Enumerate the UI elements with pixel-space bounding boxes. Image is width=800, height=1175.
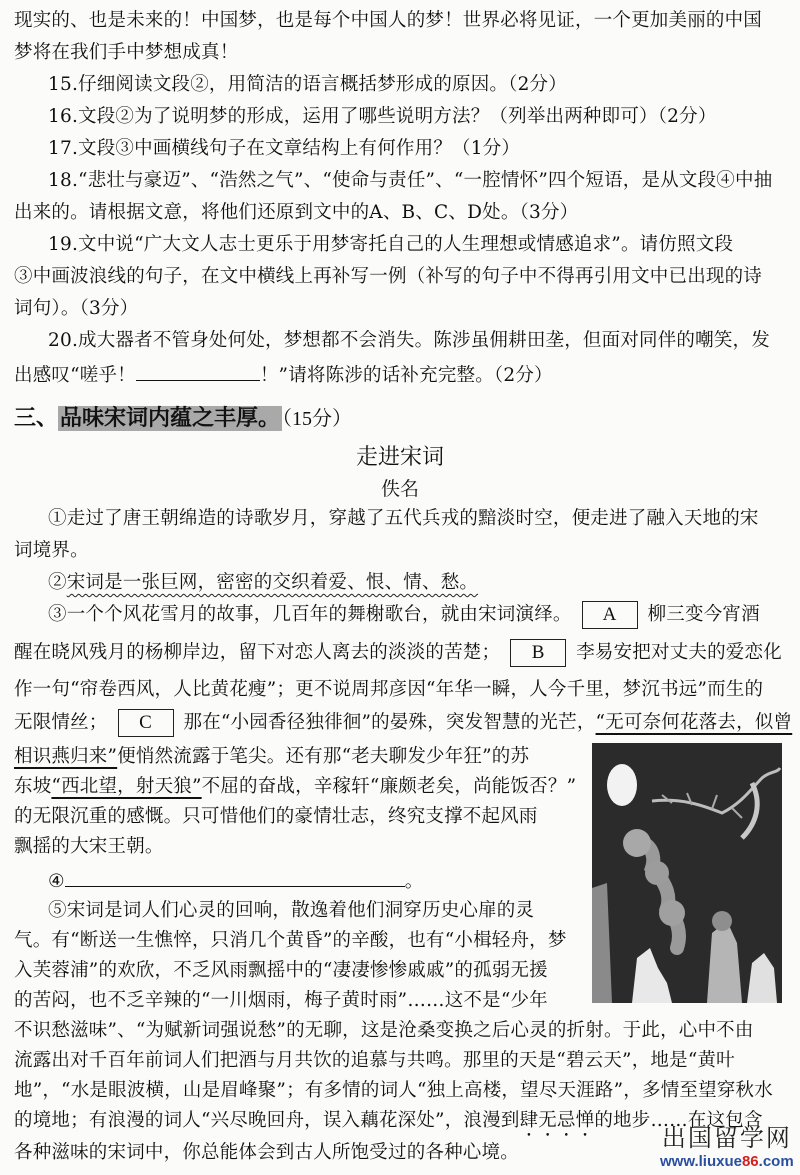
answer-blank[interactable] <box>136 360 260 381</box>
wavy-underlined-sentence: 宋词是一张巨网，密密的交织着爱、恨、情、愁。 <box>66 572 479 593</box>
moon-shape <box>607 764 637 806</box>
url-part: www.liuxue <box>660 1153 742 1170</box>
paragraph-1-line-1: ①走过了唐王朝绵造的诗歌岁月，穿越了五代兵戎的黯淡时空，便走进了融入天地的宋 <box>48 508 759 529</box>
question-16 <box>48 104 786 130</box>
question-text: ！”请将陈涉的话补充完整。（2分） <box>259 365 553 386</box>
watermark-name: 出国留学网 <box>661 1124 792 1152</box>
question-15 <box>48 72 786 98</box>
text-segment: 醒在晓风残月的杨柳岸边，留下对恋人离去的淡淡的苦楚； <box>14 642 501 663</box>
text-segment: 东坡 <box>14 776 52 797</box>
question-19 <box>48 232 786 258</box>
ink-painting-image <box>592 743 782 1003</box>
question-18 <box>48 168 786 194</box>
paragraph-1-line-2: 词境界。 <box>14 540 89 561</box>
prev-passage-line-1: 现实的、也是未来的！中国梦，也是每个中国人的梦！世界必将见证，一个更加美丽的中国 <box>14 10 763 31</box>
paragraph-3-line-3: 作一句“帘卷西风，人比黄花瘦”；更不说周邦彦因“年华一瞬，人今千里，梦沉书远”而生的 <box>14 679 764 700</box>
article-author: 佚名 <box>380 478 419 500</box>
text-segment: ③一个个风花雪月的故事，几百年的舞榭歌台，就由宋词演绎。 <box>48 604 572 625</box>
text-segment: 无限情丝； <box>14 712 108 733</box>
paragraph-marker: ④ <box>48 871 65 892</box>
question-text: 文段②为了说明梦的形成，运用了哪些说明方法？（列举出两种即可）（2分） <box>78 106 717 127</box>
paragraph-marker: ② <box>48 572 67 593</box>
section-points: （15分） <box>282 408 353 430</box>
paragraph-5-line-6: 流露出对千百年前词人们把酒与月共饮的追慕与共鸣。那里的天是“碧云天”，地是“黄叶 <box>14 1050 735 1071</box>
question-19-cont-2: 词句）。（3分） <box>14 298 139 319</box>
paragraph-5-line-2: 气。有“断送一生憔悴，只消几个黄昏”的辛酸，也有“小楫轻舟，梦 <box>14 930 567 951</box>
question-number: 18. <box>48 170 79 191</box>
paragraph-5-line-7: 地”，“水是眼波横，山是眉峰聚”；有多情的词人“独上高楼，望尽天涯路”，多情至望穿秋水 <box>14 1080 773 1101</box>
period: 。 <box>404 871 424 892</box>
question-number: 19. <box>48 234 79 255</box>
watermark-url <box>660 1153 794 1170</box>
paragraph-3-line-8: 飘摇的大宋王朝。 <box>14 836 164 857</box>
underlined-quote: 相识燕归来” <box>14 746 118 767</box>
question-text: 文中说“广大文人志士更乐于用梦寄托自己的人生理想或情感追求”。请仿照文段 <box>78 234 734 255</box>
paragraph-4-blank[interactable] <box>65 866 405 887</box>
question-number: 15. <box>48 74 79 95</box>
text-segment: 的境地；有浪漫的词人“兴尽晚回舟，误入藕花深处”，浪漫到 <box>14 1110 520 1131</box>
url-part: 86 <box>741 1153 759 1170</box>
underlined-quote: “无可奈何花落去，似曾 <box>595 712 793 733</box>
text-segment: 柳三变今宵酒 <box>647 604 760 625</box>
text-segment: 便悄然流露于笔尖。还有那“老夫聊发少年狂”的苏 <box>117 746 530 767</box>
text-segment: 那在“小园香径独徘徊”的晏殊，突发智慧的光芒， <box>183 712 596 733</box>
article-title: 走进宋词 <box>355 445 444 470</box>
underlined-quote: “西北望，射天狼” <box>51 776 202 797</box>
question-20 <box>48 328 786 354</box>
section-prefix: 三、 <box>14 406 59 431</box>
question-text: “悲壮与豪迈”、“浩然之气”、“使命与责任”、“一腔情怀”四个短语，是从文段④中抽 <box>78 170 773 191</box>
section-title: 品味宋词内蕴之丰厚。 <box>60 406 281 431</box>
text-segment: 李易安把对丈夫的爱恋化 <box>576 642 782 663</box>
emphasis-dotted-words: 肆无忌惮 <box>519 1110 595 1131</box>
question-19-cont-1: ③中画波浪线的句子，在文中横线上再补写一例（补写的句子中不得再引用文中已出现的诗 <box>14 266 763 287</box>
paragraph-5-line-1: ⑤宋词是词人们心灵的回响，散逸着他们洞穿历史心扉的灵 <box>48 900 535 921</box>
text-segment: 的地步……在这包含 <box>594 1110 763 1131</box>
paragraph-2 <box>48 570 786 596</box>
question-text: 仔细阅读文段②，用简洁的语言概括梦形成的原因。（2分） <box>78 74 567 95</box>
blank-box-b[interactable]: B <box>510 639 566 667</box>
question-text: 出感叹“嗟乎！ <box>14 365 136 386</box>
section-heading <box>14 404 352 434</box>
question-number: 20. <box>48 330 79 351</box>
paragraph-3-line-1 <box>48 600 786 630</box>
blank-box-a[interactable]: A <box>582 601 638 629</box>
prev-passage-line-2: 梦将在我们手中梦想成真！ <box>14 42 239 63</box>
question-17 <box>48 136 786 162</box>
paragraph-5-line-9: 各种滋味的宋词中，你总能体会到古人所饱受过的各种心境。 <box>14 1142 519 1163</box>
url-part: .com <box>758 1153 794 1170</box>
question-number: 16. <box>48 106 79 127</box>
painting-svg <box>592 743 782 1003</box>
site-watermark <box>660 1118 794 1170</box>
question-text: 文段③中画横线句子在文章结构上有何作用？（1分） <box>78 138 521 159</box>
paragraph-5-line-5: 不识愁滋味”、“为赋新词强说愁”的无聊，这是沧桑变换之后心灵的折射。于此，心中不由 <box>14 1020 754 1041</box>
blank-box-c[interactable]: C <box>118 709 174 737</box>
paragraph-3-line-7: 的无限沉重的感慨。只可惜他们的豪情壮志，终究支撑不起风雨 <box>14 806 538 827</box>
paragraph-5-line-4: 的苦闷，也不乏辛辣的“一川烟雨，梅子黄时雨”……这不是“少年 <box>14 990 548 1011</box>
question-18-cont: 出来的。请根据文意，将他们还原到文中的A、B、C、D处。（3分） <box>14 202 579 223</box>
paragraph-3-line-4 <box>14 708 793 738</box>
text-segment: 不屈的奋战，辛稼轩“廉颇老矣，尚能饭否？” <box>201 776 577 797</box>
question-20-cont <box>14 360 786 389</box>
paragraph-5-line-3: 入芙蓉浦”的欢欣，不乏风雨飘摇中的“凄凄惨惨戚戚”的孤弱无援 <box>14 960 548 981</box>
question-number: 17. <box>48 138 79 159</box>
paragraph-3-line-2 <box>14 638 786 668</box>
question-text: 成大器者不管身处何处，梦想都不会消失。陈涉虽佣耕田垄，但面对同伴的嘲笑，发 <box>78 330 770 351</box>
